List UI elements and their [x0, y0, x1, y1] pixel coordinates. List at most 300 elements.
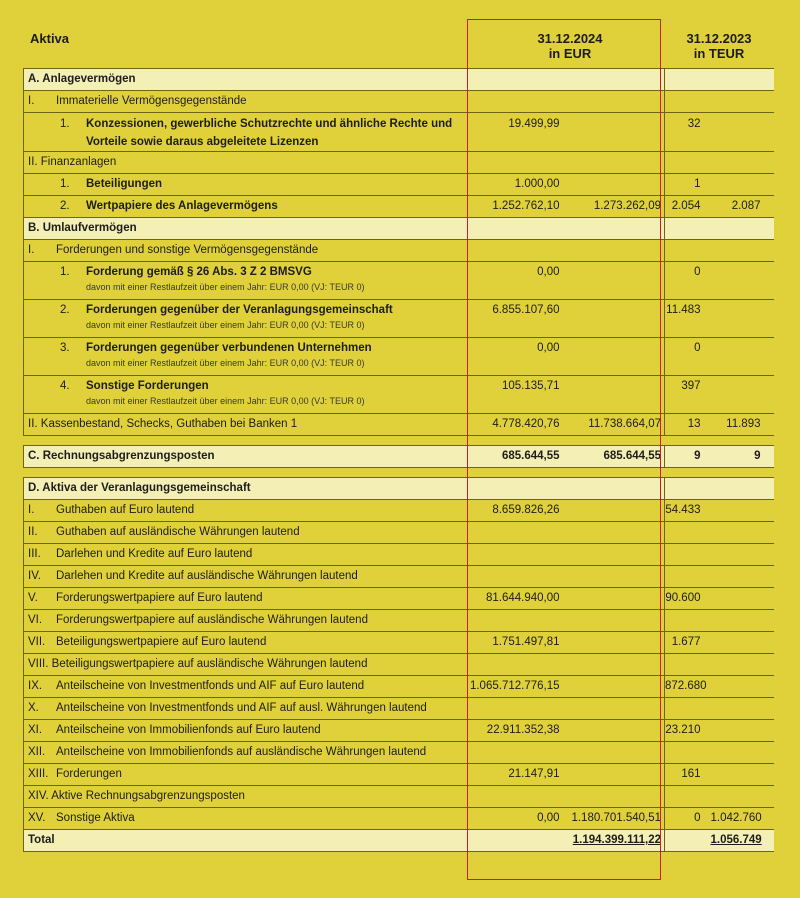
row-label-cell: [24, 610, 468, 632]
previous-subtotal-value-cell: [711, 376, 774, 414]
current-subtotal-value-cell: [565, 588, 665, 610]
row-label-cell: [24, 764, 468, 786]
row-label-wrap: [56, 720, 321, 741]
section-title: D. Aktiva der Veranlagungsgemeinschaft: [28, 482, 251, 494]
balance-sheet-table: [23, 68, 774, 852]
row-label: Anteilscheine von Investmentfonds und AIF auf ausl. Währungen lautend: [56, 702, 427, 714]
current-item-value-cell: [468, 338, 565, 376]
previous-item-value: 9: [694, 450, 701, 462]
row-label-cell: [24, 522, 468, 544]
previous-subtotal-value-cell: [711, 300, 774, 338]
current-item-value: 1.252.762,10: [492, 200, 560, 212]
row-number: XII.: [28, 746, 46, 758]
table-row: [24, 544, 774, 566]
previous-item-value-cell: [665, 786, 711, 808]
current-year-header: [475, 31, 665, 61]
row-label-cell: [24, 544, 468, 566]
spacer-cell: [665, 468, 711, 478]
row-number: III.: [28, 548, 41, 560]
sub-item-number: 2.: [60, 200, 70, 212]
row-label: C. Rechnungsabgrenzungsposten: [28, 450, 215, 462]
current-subtotal-value-cell: [565, 91, 665, 113]
previous-item-value-cell: [665, 414, 711, 436]
row-label-cell: [24, 654, 468, 676]
previous-item-value-cell: [665, 218, 711, 240]
previous-item-value-cell: [665, 654, 711, 676]
previous-item-value-cell: [665, 196, 711, 218]
row-label: Total: [28, 834, 55, 846]
current-subtotal-value-cell: [565, 174, 665, 196]
row-label: Wertpapiere des Anlagevermögens: [86, 200, 278, 212]
table-row: [24, 808, 774, 830]
current-subtotal-value-cell: [565, 478, 665, 500]
table-row: [24, 742, 774, 764]
row-note: davon mit einer Restlaufzeit über einem Jahr: EUR 0,00 (VJ: TEUR 0): [86, 396, 365, 406]
table-row: [24, 654, 774, 676]
current-item-value-cell: [468, 610, 565, 632]
current-subtotal-value-cell: [565, 566, 665, 588]
previous-item-value: 2.054: [671, 200, 701, 212]
row-label-cell: [24, 218, 468, 240]
previous-subtotal-value-cell: [711, 588, 774, 610]
current-subtotal-value: 1.273.262,09: [593, 200, 661, 212]
row-label-wrap: [86, 264, 364, 294]
previous-year-header: [668, 31, 770, 61]
current-year-unit: in EUR: [548, 46, 592, 61]
row-label-cell: [24, 808, 468, 830]
previous-subtotal-value-cell: [711, 808, 774, 830]
current-subtotal-value-cell: [565, 610, 665, 632]
section-header-row: [24, 218, 774, 240]
current-item-value: 81.644.940,00: [485, 592, 560, 604]
row-label: Guthaben auf Euro lautend: [56, 504, 195, 516]
row-label: II. Kassenbestand, Schecks, Guthaben bei Banken 1: [28, 418, 298, 430]
row-number: XV.: [28, 812, 46, 824]
row-label-wrap: [56, 742, 426, 763]
row-label-cell: [24, 500, 468, 522]
row-label: Forderungen gegenüber der Veranlagungsgemeinschaft: [86, 304, 393, 316]
current-item-value-cell: [468, 544, 565, 566]
spacer-cell: [711, 436, 774, 446]
current-item-value: 0,00: [537, 812, 560, 824]
row-label: Sonstige Aktiva: [56, 812, 135, 824]
current-item-value-cell: [468, 478, 565, 500]
row-label-cell: [24, 698, 468, 720]
current-subtotal-value-cell: [565, 654, 665, 676]
previous-subtotal-value-cell: [711, 698, 774, 720]
sub-item-number: 4.: [60, 380, 70, 392]
balance-sheet-body: [24, 69, 774, 852]
row-label: Forderung gemäß § 26 Abs. 3 Z 2 BMSVG: [86, 266, 312, 278]
table-row: [24, 676, 774, 698]
row-label: Darlehen und Kredite auf Euro lautend: [56, 548, 253, 560]
table-row: [24, 764, 774, 786]
current-item-value-cell: [468, 764, 565, 786]
row-number: V.: [28, 592, 38, 604]
row-number: XIII.: [28, 768, 49, 780]
row-label-wrap: [86, 302, 393, 332]
current-item-value-cell: [468, 500, 565, 522]
previous-item-value: 54.433: [665, 504, 701, 516]
table-row: [24, 588, 774, 610]
row-number: I.: [28, 95, 35, 107]
row-label-wrap: [56, 500, 194, 521]
sub-item-number: 1.: [60, 266, 70, 278]
previous-subtotal-value-cell: [711, 632, 774, 654]
row-number: II.: [28, 526, 38, 538]
row-label-cell: [24, 174, 468, 196]
row-note: davon mit einer Restlaufzeit über einem Jahr: EUR 0,00 (VJ: TEUR 0): [86, 282, 365, 292]
row-label-wrap: [56, 588, 263, 609]
current-item-value: 19.499,99: [508, 118, 560, 130]
row-label: Darlehen und Kredite auf ausländische Währungen lautend: [56, 570, 358, 582]
current-subtotal-value-cell: [565, 676, 665, 698]
row-label-wrap: [86, 196, 278, 217]
previous-subtotal-value-cell: [711, 830, 774, 852]
previous-item-value-cell: [665, 262, 711, 300]
row-label-cell: [24, 152, 468, 174]
row-label-cell: [24, 262, 468, 300]
current-subtotal-value-cell: [565, 632, 665, 654]
table-row: [24, 720, 774, 742]
row-label-wrap: [28, 446, 215, 467]
previous-item-value: 90.600: [665, 592, 701, 604]
row-label-wrap: [86, 174, 162, 195]
row-label-cell: [24, 478, 468, 500]
row-label-wrap: [86, 115, 466, 151]
current-item-value: 685.644,55: [501, 450, 560, 462]
current-subtotal-value-cell: [565, 300, 665, 338]
previous-item-value-cell: [665, 113, 711, 152]
previous-item-value-cell: [665, 610, 711, 632]
row-label-cell: [24, 566, 468, 588]
current-item-value-cell: [468, 218, 565, 240]
current-item-value-cell: [468, 376, 565, 414]
current-item-value-cell: [468, 152, 565, 174]
previous-subtotal-value-cell: [711, 566, 774, 588]
current-subtotal-value-cell: [565, 69, 665, 91]
row-label-cell: [24, 196, 468, 218]
current-item-value-cell: [468, 632, 565, 654]
table-row: [24, 113, 774, 152]
row-label-wrap: [56, 91, 247, 112]
row-label-wrap: [56, 610, 368, 631]
current-item-value-cell: [468, 720, 565, 742]
previous-subtotal-value-cell: [711, 262, 774, 300]
section-title: A. Anlagevermögen: [28, 73, 136, 85]
current-item-value-cell: [468, 698, 565, 720]
current-item-value: 1.000,00: [514, 178, 560, 190]
current-item-value: 22.911.352,38: [486, 724, 560, 736]
previous-subtotal-value-cell: [711, 654, 774, 676]
row-label: Forderungswertpapiere auf ausländische Währungen lautend: [56, 614, 368, 626]
row-label-wrap: [28, 786, 245, 807]
spacer-cell: [24, 468, 468, 478]
row-label-cell: [24, 414, 468, 436]
table-row: [24, 338, 774, 376]
table-row: [24, 698, 774, 720]
row-label-cell: [24, 376, 468, 414]
current-subtotal-value-cell: [565, 414, 665, 436]
row-label-wrap: [28, 830, 55, 851]
table-row: [24, 414, 774, 436]
previous-subtotal-value-cell: [711, 742, 774, 764]
current-subtotal-value-cell: [565, 698, 665, 720]
previous-item-value: 161: [681, 768, 701, 780]
current-item-value-cell: [468, 588, 565, 610]
row-label: VIII. Beteiligungswertpapiere auf ausländische Währungen lautend: [28, 658, 368, 670]
page-title: Aktiva: [30, 31, 70, 46]
row-label: Beteiligungen: [86, 178, 163, 190]
previous-subtotal-value-cell: [711, 338, 774, 376]
current-item-value: 21.147,91: [508, 768, 560, 780]
row-label-cell: [24, 632, 468, 654]
previous-item-value-cell: [665, 588, 711, 610]
previous-subtotal-value-cell: [711, 676, 774, 698]
previous-subtotal-value-cell: [711, 218, 774, 240]
row-label: XIV. Aktive Rechnungsabgrenzungsposten: [28, 790, 245, 802]
total-row: [24, 830, 774, 852]
row-label-wrap: [28, 152, 116, 173]
current-item-value: 105.135,71: [501, 380, 560, 392]
current-item-value: 0,00: [537, 342, 560, 354]
row-label-cell: [24, 588, 468, 610]
current-subtotal-value-cell: [565, 786, 665, 808]
previous-item-value-cell: [665, 632, 711, 654]
previous-item-value-cell: [665, 376, 711, 414]
row-label: Anteilscheine von Immobilienfonds auf ausländische Währungen lautend: [56, 746, 427, 758]
previous-item-value-cell: [665, 152, 711, 174]
previous-item-value-cell: [665, 808, 711, 830]
previous-subtotal-value-cell: [711, 69, 774, 91]
current-item-value-cell: [468, 742, 565, 764]
current-item-value: 1.065.712.776,15: [469, 680, 560, 692]
row-number: VII.: [28, 636, 46, 648]
previous-item-value: 23.210: [665, 724, 701, 736]
spacer-cell: [711, 468, 774, 478]
previous-subtotal-value-cell: [711, 196, 774, 218]
row-label-cell: [24, 742, 468, 764]
previous-item-value-cell: [665, 338, 711, 376]
row-label: Guthaben auf ausländische Währungen lautend: [56, 526, 300, 538]
current-item-value-cell: [468, 69, 565, 91]
row-label-wrap: [86, 378, 364, 408]
row-label-wrap: [56, 698, 427, 719]
row-label-wrap: [56, 676, 364, 697]
previous-item-value-cell: [665, 91, 711, 113]
row-label-cell: [24, 91, 468, 113]
row-label: Forderungen und sonstige Vermögensgegenstände: [56, 244, 319, 256]
previous-item-value: 0: [694, 812, 701, 824]
sub-item-number: 3.: [60, 342, 70, 354]
table-row: [24, 262, 774, 300]
section-title: B. Umlaufvermögen: [28, 222, 137, 234]
spacer-cell: [24, 436, 468, 446]
previous-subtotal-value-cell: [711, 478, 774, 500]
previous-item-value-cell: [665, 830, 711, 852]
previous-item-value-cell: [665, 69, 711, 91]
previous-item-value: 0: [694, 266, 701, 278]
current-subtotal-value-cell: [565, 240, 665, 262]
previous-subtotal-value-cell: [711, 414, 774, 436]
previous-item-value: 11.483: [666, 304, 701, 316]
previous-item-value-cell: [665, 742, 711, 764]
previous-subtotal-value-cell: [711, 446, 774, 468]
table-row: [24, 196, 774, 218]
current-subtotal-value-cell: [565, 218, 665, 240]
current-item-value-cell: [468, 414, 565, 436]
section-header-row: [24, 69, 774, 91]
current-subtotal-value-cell: [565, 338, 665, 376]
row-label-wrap: [56, 632, 266, 653]
previous-year-date: 31.12.2023: [686, 31, 752, 46]
table-row: [24, 174, 774, 196]
row-label-wrap: [56, 240, 318, 261]
previous-item-value-cell: [665, 764, 711, 786]
sub-item-number: 1.: [60, 118, 70, 130]
table-row: [24, 446, 774, 468]
current-subtotal-value-cell: [565, 522, 665, 544]
current-item-value-cell: [468, 566, 565, 588]
row-label-cell: [24, 676, 468, 698]
spacer-row: [24, 436, 774, 446]
current-subtotal-value-cell: [565, 500, 665, 522]
current-subtotal-value-cell: [565, 764, 665, 786]
current-item-value-cell: [468, 654, 565, 676]
previous-subtotal-value-cell: [711, 544, 774, 566]
current-item-value-cell: [468, 174, 565, 196]
previous-subtotal-value-cell: [711, 522, 774, 544]
table-row: [24, 632, 774, 654]
previous-subtotal-value: 1.042.760: [710, 812, 762, 824]
row-label-wrap: [56, 764, 122, 785]
previous-subtotal-value: 11.893: [726, 418, 761, 430]
previous-subtotal-value-cell: [711, 786, 774, 808]
current-subtotal-value: 11.738.664,07: [588, 418, 661, 430]
current-item-value-cell: [468, 262, 565, 300]
row-number: IV.: [28, 570, 42, 582]
row-label-wrap: [56, 522, 300, 543]
row-label-cell: [24, 720, 468, 742]
previous-subtotal-value: 1.056.749: [710, 834, 762, 846]
current-item-value-cell: [468, 522, 565, 544]
row-label-wrap: [28, 654, 367, 675]
current-item-value-cell: [468, 91, 565, 113]
previous-subtotal-value: 2.087: [731, 200, 761, 212]
previous-subtotal-value-cell: [711, 764, 774, 786]
row-note: davon mit einer Restlaufzeit über einem Jahr: EUR 0,00 (VJ: TEUR 0): [86, 320, 365, 330]
table-row: [24, 91, 774, 113]
spacer-cell: [565, 436, 665, 446]
section-header-row: [24, 478, 774, 500]
current-subtotal-value-cell: [565, 376, 665, 414]
previous-item-value-cell: [665, 522, 711, 544]
row-label-wrap: [86, 340, 372, 370]
row-number: XI.: [28, 724, 43, 736]
current-item-value-cell: [468, 676, 565, 698]
current-subtotal-value: 685.644,55: [603, 450, 661, 462]
current-item-value-cell: [468, 196, 565, 218]
row-note: davon mit einer Restlaufzeit über einem Jahr: EUR 0,00 (VJ: TEUR 0): [86, 358, 365, 368]
current-subtotal-value: 1.194.399.111,22: [572, 834, 661, 846]
previous-item-value: 1.677: [671, 636, 701, 648]
previous-subtotal-value: 9: [754, 450, 761, 462]
spacer-cell: [468, 468, 565, 478]
row-label-wrap: [56, 566, 358, 587]
previous-item-value-cell: [665, 544, 711, 566]
previous-item-value-cell: [665, 676, 711, 698]
current-subtotal-value-cell: [565, 446, 665, 468]
spacer-cell: [468, 436, 565, 446]
row-number: IX.: [28, 680, 43, 692]
row-label-wrap: [28, 414, 297, 435]
table-row: [24, 300, 774, 338]
row-label-cell: [24, 786, 468, 808]
spacer-cell: [565, 468, 665, 478]
current-item-value: 0,00: [537, 266, 560, 278]
previous-subtotal-value-cell: [711, 91, 774, 113]
current-item-value: 1.751.497,81: [492, 636, 560, 648]
row-label-cell: [24, 446, 468, 468]
current-item-value-cell: [468, 240, 565, 262]
row-label-cell: [24, 240, 468, 262]
current-subtotal-value-cell: [565, 113, 665, 152]
row-label: II. Finanzanlagen: [28, 156, 117, 168]
previous-subtotal-value-cell: [711, 152, 774, 174]
row-label: Sonstige Forderungen: [86, 380, 209, 392]
table-row: [24, 152, 774, 174]
row-label: Anteilscheine von Immobilienfonds auf Euro lautend: [56, 724, 321, 736]
previous-item-value-cell: [665, 500, 711, 522]
previous-item-value-cell: [665, 698, 711, 720]
current-item-value: 6.855.107,60: [492, 304, 560, 316]
row-number: I.: [28, 244, 35, 256]
table-row: [24, 786, 774, 808]
row-label-cell: [24, 69, 468, 91]
row-number: X.: [28, 702, 39, 714]
row-label-cell: [24, 300, 468, 338]
row-label-cell: [24, 830, 468, 852]
row-number: VI.: [28, 614, 43, 626]
previous-item-value-cell: [665, 300, 711, 338]
table-row: [24, 240, 774, 262]
current-item-value-cell: [468, 113, 565, 152]
current-item-value: 4.778.420,76: [492, 418, 560, 430]
current-subtotal-value-cell: [565, 742, 665, 764]
previous-item-value: 32: [687, 118, 701, 130]
previous-item-value-cell: [665, 240, 711, 262]
spacer-cell: [665, 436, 711, 446]
row-label: Immaterielle Vermögensgegenstände: [56, 95, 247, 107]
current-subtotal-value-cell: [565, 262, 665, 300]
row-number: I.: [28, 504, 35, 516]
current-item-value: 8.659.826,26: [492, 504, 560, 516]
previous-item-value: 872.680: [665, 680, 707, 692]
sub-item-number: 1.: [60, 178, 70, 190]
current-item-value-cell: [468, 830, 565, 852]
previous-subtotal-value-cell: [711, 610, 774, 632]
row-label: Anteilscheine von Investmentfonds und AIF auf Euro lautend: [56, 680, 365, 692]
row-label: Konzessionen, gewerbliche Schutzrechte und ähnliche Rechte und Vorteile sowie daraus abgeleitete Lizenzen: [86, 118, 453, 148]
current-item-value-cell: [468, 446, 565, 468]
table-row: [24, 500, 774, 522]
table-row: [24, 566, 774, 588]
current-year-date: 31.12.2024: [537, 31, 603, 46]
previous-subtotal-value-cell: [711, 113, 774, 152]
spacer-row: [24, 468, 774, 478]
previous-item-value-cell: [665, 174, 711, 196]
previous-item-value: 397: [681, 380, 701, 392]
